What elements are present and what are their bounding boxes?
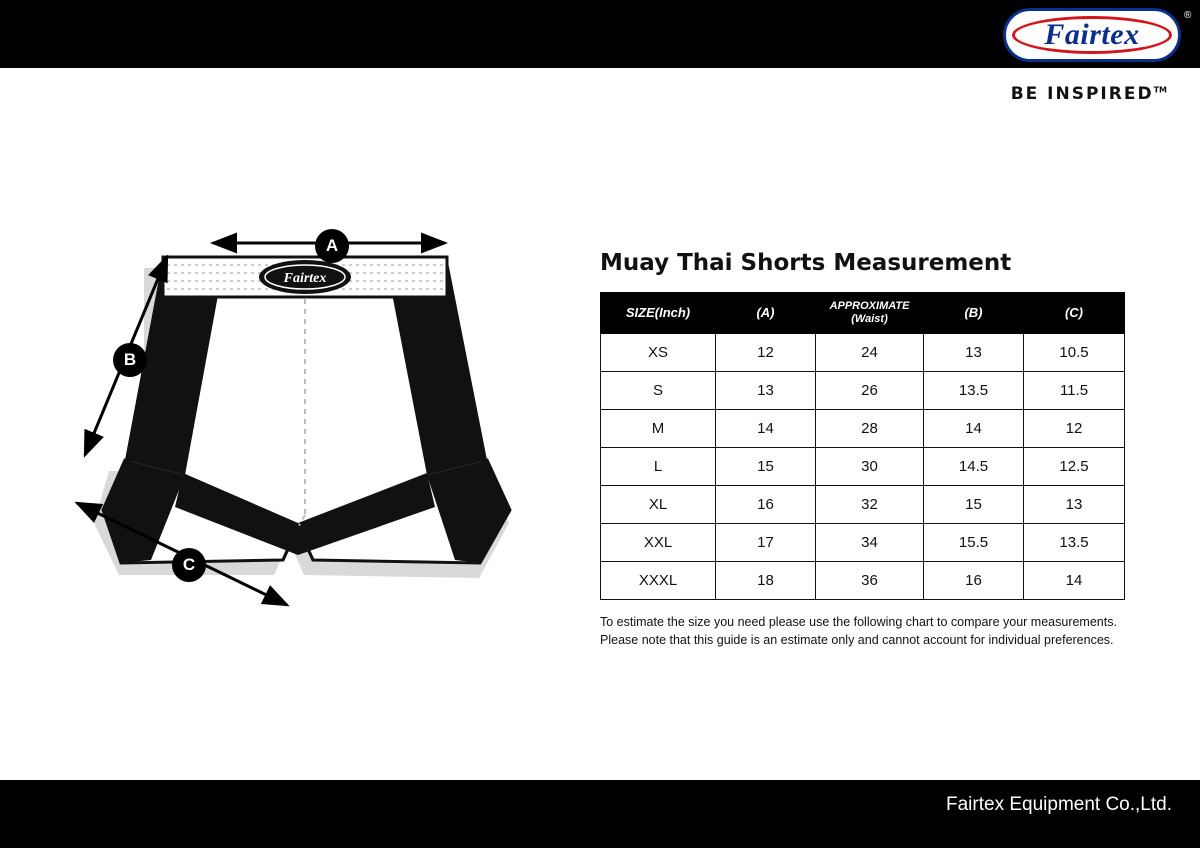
- cell-b: 13.5: [924, 372, 1024, 410]
- table-row: [601, 448, 1125, 486]
- cell-a: 15: [716, 448, 816, 486]
- cell-c: 12.5: [1024, 448, 1125, 486]
- cell-waist: 36: [816, 562, 924, 600]
- header-b: (B): [924, 293, 1024, 334]
- registered-mark: ®: [1184, 10, 1192, 21]
- table-row: [601, 524, 1125, 562]
- cell-size: S: [601, 372, 716, 410]
- cell-c: 13: [1024, 486, 1125, 524]
- shorts-illustration: [55, 215, 575, 645]
- fairtex-logo: [1003, 8, 1181, 62]
- cell-a: 18: [716, 562, 816, 600]
- note-line-2: Please note that this guide is an estimate only and cannot account for individual preferences.: [600, 633, 1114, 648]
- header-size: SIZE(Inch): [601, 293, 716, 334]
- tagline-text: BE INSPIRED: [1010, 84, 1154, 104]
- cell-waist: 32: [816, 486, 924, 524]
- cell-size: XXXL: [601, 562, 716, 600]
- table-row: [601, 562, 1125, 600]
- cell-size: XS: [601, 334, 716, 372]
- cell-b: 14.5: [924, 448, 1024, 486]
- cell-waist: 24: [816, 334, 924, 372]
- cell-a: 12: [716, 334, 816, 372]
- table-header-row: [601, 293, 1125, 334]
- cell-c: 11.5: [1024, 372, 1125, 410]
- table-row: [601, 372, 1125, 410]
- cell-c: 14: [1024, 562, 1125, 600]
- cell-size: XXL: [601, 524, 716, 562]
- dimension-label-b: B: [113, 343, 147, 377]
- shorts-diagram-svg: [55, 215, 575, 645]
- cell-a: 17: [716, 524, 816, 562]
- cell-b: 13: [924, 334, 1024, 372]
- page-title: Muay Thai Shorts Measurement: [600, 250, 1012, 276]
- dimension-label-c: C: [172, 548, 206, 582]
- cell-a: 13: [716, 372, 816, 410]
- size-chart-table: [600, 292, 1125, 600]
- tagline: [1007, 84, 1167, 104]
- cell-size: XL: [601, 486, 716, 524]
- waistband-logo-text: Fairtex: [283, 271, 327, 286]
- header-waist-sub: (Waist): [851, 313, 888, 325]
- cell-waist: 26: [816, 372, 924, 410]
- cell-waist: 28: [816, 410, 924, 448]
- cell-b: 15: [924, 486, 1024, 524]
- header-waist: [816, 293, 924, 334]
- cell-waist: 30: [816, 448, 924, 486]
- cell-b: 16: [924, 562, 1024, 600]
- note-line-1: To estimate the size you need please use the following chart to compare your measurements.: [600, 615, 1117, 629]
- footer-company-name: Fairtex Equipment Co.,Ltd.: [946, 794, 1172, 815]
- estimate-note: [600, 613, 1135, 649]
- cell-c: 13.5: [1024, 524, 1125, 562]
- cell-c: 12: [1024, 410, 1125, 448]
- measurement-panel: [600, 250, 1128, 649]
- logo-text: Fairtex: [1044, 18, 1140, 51]
- header-a: (A): [716, 293, 816, 334]
- table-row: [601, 410, 1125, 448]
- dimension-label-a: A: [315, 229, 349, 263]
- cell-c: 10.5: [1024, 334, 1125, 372]
- cell-size: L: [601, 448, 716, 486]
- cell-size: M: [601, 410, 716, 448]
- tagline-tm: TM: [1153, 85, 1167, 95]
- table-row: [601, 334, 1125, 372]
- header-c: (C): [1024, 293, 1125, 334]
- table-row: [601, 486, 1125, 524]
- cell-b: 15.5: [924, 524, 1024, 562]
- header-waist-main: APPROXIMATE: [829, 300, 910, 313]
- cell-waist: 34: [816, 524, 924, 562]
- cell-a: 16: [716, 486, 816, 524]
- cell-b: 14: [924, 410, 1024, 448]
- cell-a: 14: [716, 410, 816, 448]
